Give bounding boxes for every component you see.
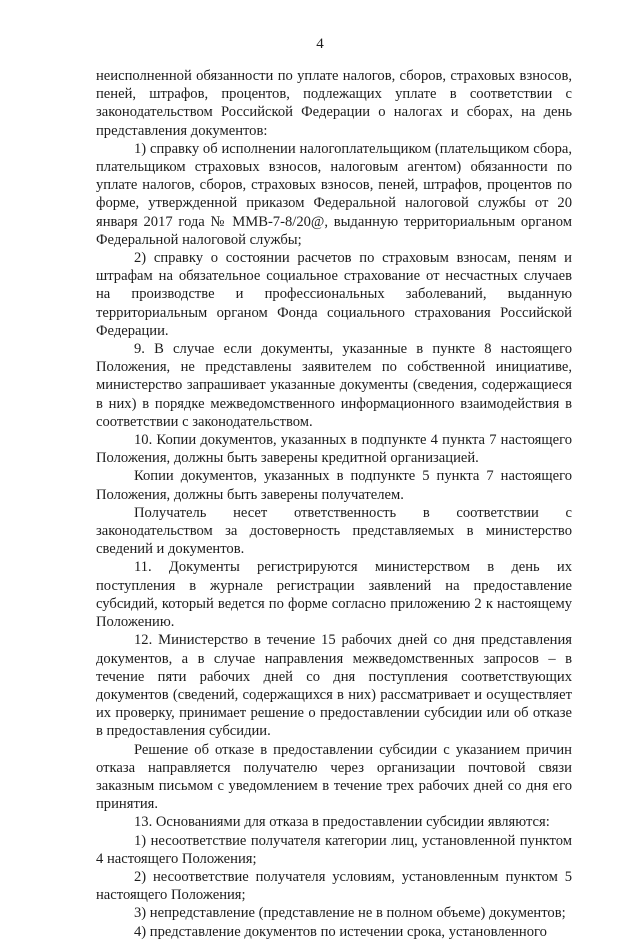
paragraph-clause-9: 9. В случае если документы, указанные в пункте 8 настоящего Положения, не представлены заявителем по собственной инициативе, министерство запрашивает указанные документы (сведения, содержащиеся в них) в порядке межведомственного информационного взаимодействия в соответствии с законодательством. — [96, 341, 572, 430]
paragraph-clause-12: 12. Министерство в течение 15 рабочих дней со дня представления документов, а в случае направления межведомственных запросов – в течение пяти рабочих дней со дня поступления соответствующих документов (сведений, содержащихся в них) рассматривает и осуществляет их проверку, принимает решение о предоставлении субсидии или об отказе в предоставления субсидии. — [96, 632, 572, 740]
paragraph-clause-13: 13. Основаниями для отказа в предоставлении субсидии являются: — [134, 814, 550, 831]
paragraph-responsibility: Получатель несет ответственность в соответствии с законодательством за достоверность представляемых в министерство сведений и документов. — [96, 504, 572, 558]
paragraph-copies: Копии документов, указанных в подпункте 5 пункта 7 настоящего Положения, должны быть заверены получателем. — [96, 468, 572, 503]
paragraph-clause-11: 11. Документы регистрируются министерством в день их поступления в журнале регистрации заявлений на предоставление субсидий, который ведется по форме согласно приложению 2 к настоящему Положению. — [96, 559, 572, 631]
paragraph-refusal-decision: Решение об отказе в предоставлении субсидии с указанием причин отказа направляется получателю через организации почтовой связи заказным письмом с уведомлением в течение трех рабочих дней со дня его принятия. — [96, 741, 572, 813]
page-number: 4 — [316, 36, 324, 52]
paragraph-clause-10: 10. Копии документов, указанных в подпункте 4 пункта 7 настоящего Положения, должны быть заверены кредитной организацией. — [96, 432, 572, 467]
paragraph-subitem-1: 1) справку об исполнении налогоплательщиком (плательщиком сбора, плательщиком страховых взносов, налоговым агентом) обязанности по уплате налогов, сборов, страховых взносов, пеней, штрафов, процентов по форме, утвержденной приказом Федеральной налоговой службы от 20 января 2017 года № ММВ-7-8/20@, выданную территориальным органом Федеральной налоговой службы; — [96, 140, 572, 248]
paragraph-ground-1: 1) несоответствие получателя категории лиц, установленной пунктом 4 настоящего Положения; — [96, 832, 572, 867]
paragraph-ground-3: 3) непредставление (представление не в полном объеме) документов; — [134, 905, 566, 922]
paragraph-continuation: неисполненной обязанности по уплате налогов, сборов, страховых взносов, пеней, штрафов, процентов, подлежащих уплате в соответствии с законодательством Российской Федерации о налогах и сборах, на день представления документов: — [96, 68, 572, 139]
paragraph-ground-2: 2) несоответствие получателя условиям, установленным пунктом 5 настоящего Положения; — [96, 868, 572, 904]
document-body — [96, 67, 572, 941]
paragraph-ground-4: 4) представление документов по истечении срока, установленного — [134, 923, 547, 940]
paragraph-subitem-2: 2) справку о состоянии расчетов по страховым взносам, пеням и штрафам на обязательное социальное страхование от несчастных случаев на производстве и профессиональных заболеваний, выданную территориальным органом Фонда социального страхования Российской Федерации. — [96, 250, 572, 339]
